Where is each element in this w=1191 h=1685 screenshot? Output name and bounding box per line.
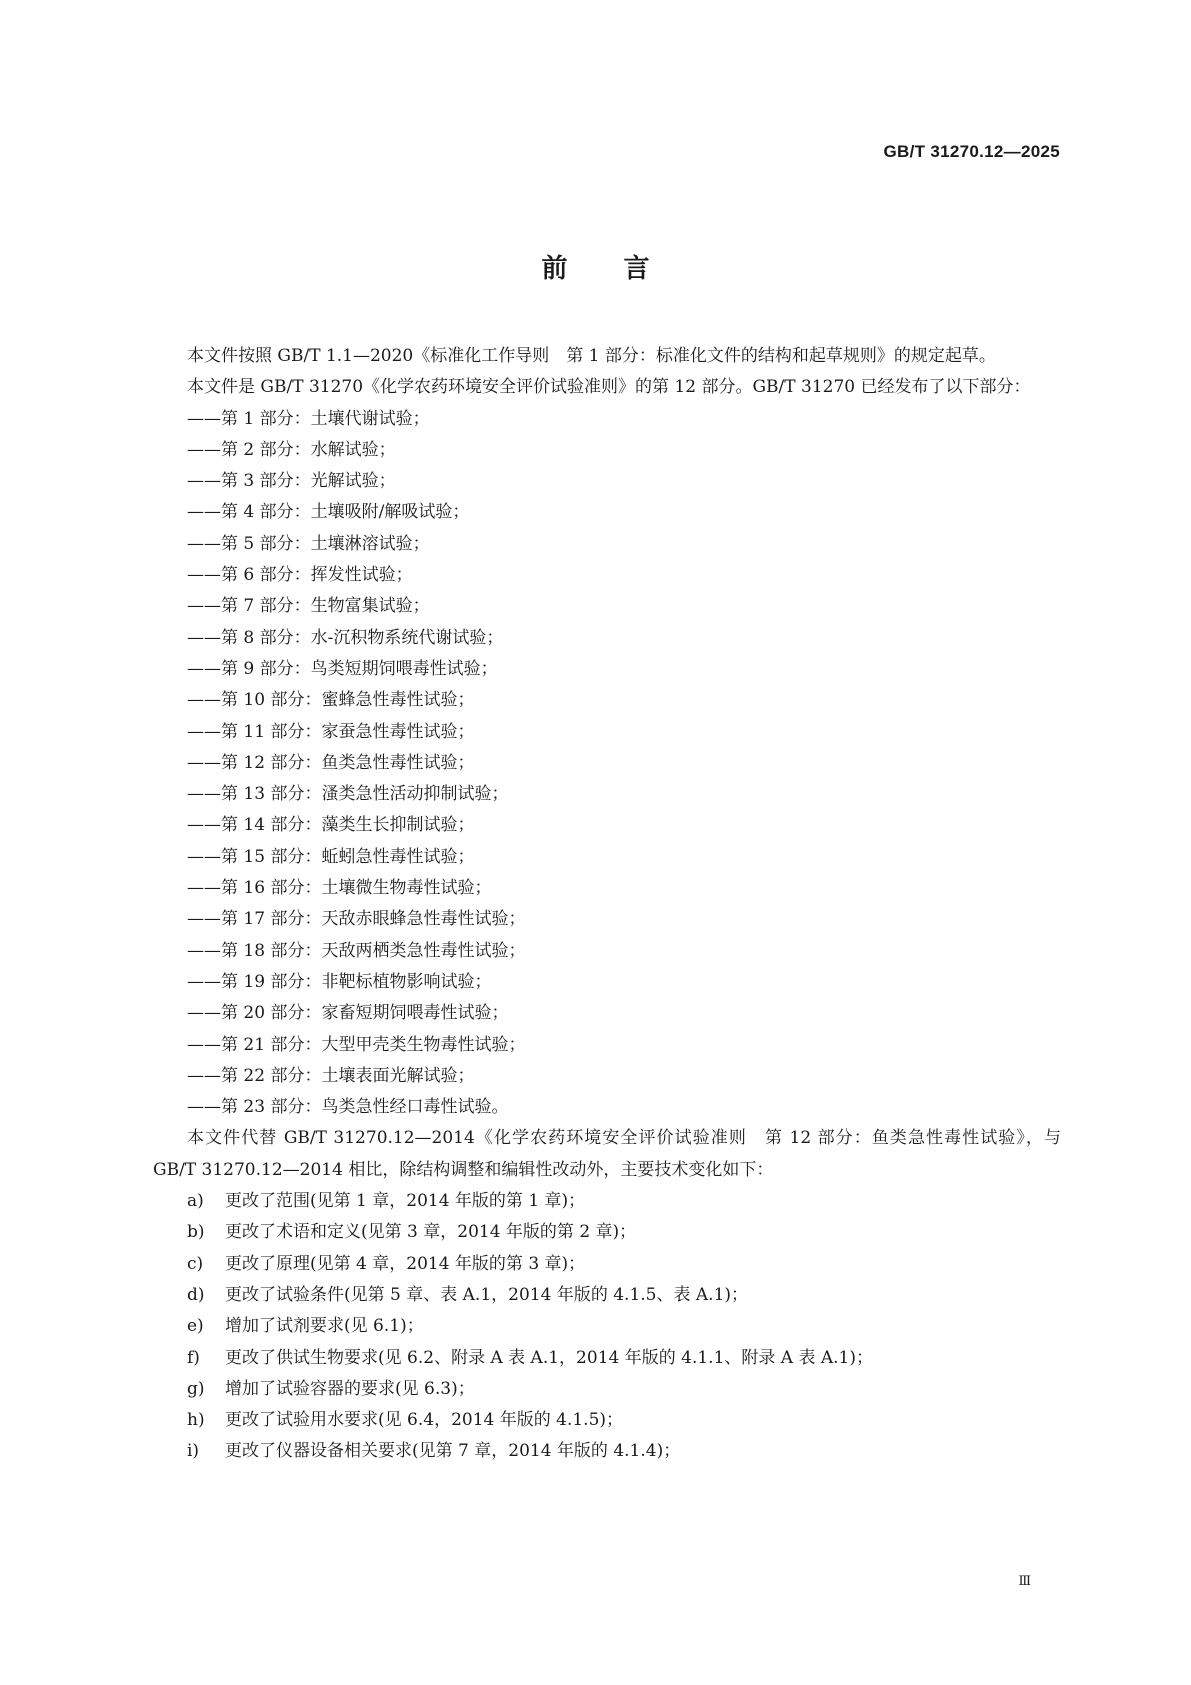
list-item: ——第 1 部分：土壤代谢试验；	[187, 408, 430, 429]
list-item	[153, 1436, 1061, 1467]
list-item: ——第 11 部分：家蚕急性毒性试验；	[187, 721, 475, 742]
list-item: ——第 21 部分：大型甲壳类生物毒性试验；	[187, 1034, 526, 1055]
list-item	[153, 1249, 1061, 1280]
list-item-text: 增加了试剂要求(见 6.1)；	[225, 1316, 424, 1337]
list-item: ——第 16 部分：土壤微生物毒性试验；	[187, 878, 492, 899]
list-marker: g)	[187, 1378, 205, 1399]
list-item-text: 更改了仪器设备相关要求(见第 7 章，2014 年版的 4.1.4)；	[225, 1441, 681, 1462]
list-item-text: 更改了试验条件(见第 5 章、表 A.1，2014 年版的 4.1.5、表 A.1)；	[225, 1284, 749, 1305]
list-item: ——第 10 部分：蜜蜂急性毒性试验；	[187, 690, 475, 711]
list-item: ——第 19 部分：非靶标植物影响试验；	[187, 971, 492, 992]
list-item: ——第 14 部分：藻类生长抑制试验；	[187, 815, 475, 836]
list-item: ——第 15 部分：蚯蚓急性毒性试验；	[187, 846, 475, 867]
list-item-text: 更改了范围(见第 1 章，2014 年版的第 1 章)；	[225, 1191, 586, 1212]
list-item: ——第 9 部分：鸟类短期饲喂毒性试验；	[187, 658, 498, 679]
document-body	[153, 341, 1061, 1468]
list-item: ——第 3 部分：光解试验；	[187, 471, 396, 492]
list-marker: d)	[187, 1284, 205, 1305]
list-item: ——第 23 部分：鸟类急性经口毒性试验。	[187, 1097, 509, 1118]
list-item: ——第 2 部分：水解试验；	[187, 439, 396, 460]
page-title: 前言	[541, 254, 706, 284]
intro-paragraph: 本文件按照 GB/T 1.1—2020《标准化工作导则 第 1 部分：标准化文件的结构和起草规则》的规定起草。	[187, 346, 996, 366]
replacement-paragraph: 本文件代替 GB/T 31270.12—2014《化学农药环境安全评价试验准则 第 12 部分：鱼类急性毒性试验》，与 GB/T 31270.12—2014 相比，除结构调整和编辑性改动外，主要技术变化如下：	[153, 1128, 1061, 1180]
list-item: ——第 5 部分：土壤淋溶试验；	[187, 533, 430, 554]
list-item: ——第 12 部分：鱼类急性毒性试验；	[187, 752, 475, 773]
list-item-text: 更改了供试生物要求(见 6.2、附录 A 表 A.1，2014 年版的 4.1.1、附录 A 表 A.1)；	[225, 1347, 873, 1368]
list-marker: e)	[187, 1316, 204, 1337]
list-item: ——第 22 部分：土壤表面光解试验；	[187, 1065, 475, 1086]
list-marker: f)	[187, 1347, 200, 1368]
list-item: ——第 4 部分：土壤吸附/解吸试验；	[187, 502, 470, 523]
list-item: ——第 17 部分：天敌赤眼蜂急性毒性试验；	[187, 909, 526, 930]
list-item-text: 更改了原理(见第 4 章，2014 年版的第 3 章)；	[225, 1253, 586, 1274]
list-item: ——第 7 部分：生物富集试验；	[187, 596, 430, 617]
list-item-text: 更改了试验用水要求(见 6.4，2014 年版的 4.1.5)；	[225, 1410, 624, 1431]
list-item: ——第 6 部分：挥发性试验；	[187, 565, 413, 586]
list-marker: a)	[187, 1191, 204, 1212]
list-item	[153, 1311, 1061, 1342]
list-item	[153, 1186, 1061, 1217]
list-item: ——第 8 部分：水-沉积物系统代谢试验；	[187, 627, 504, 648]
list-marker: i)	[187, 1441, 200, 1462]
page-number: Ⅲ	[1018, 1574, 1031, 1589]
intro-paragraph: 本文件是 GB/T 31270《化学农药环境安全评价试验准则》的第 12 部分。GB/T 31270 已经发布了以下部分：	[187, 377, 1031, 398]
list-item	[153, 1280, 1061, 1311]
published-parts-list	[153, 404, 1061, 1124]
list-item-text: 更改了术语和定义(见第 3 章，2014 年版的第 2 章)；	[225, 1222, 637, 1243]
list-item: ——第 18 部分：天敌两栖类急性毒性试验；	[187, 940, 526, 961]
list-item: ——第 20 部分：家畜短期饲喂毒性试验；	[187, 1003, 509, 1024]
list-marker: c)	[187, 1253, 204, 1274]
document-code: GB/T 31270.12—2025	[883, 142, 1060, 161]
list-item	[153, 1343, 1061, 1374]
list-item	[153, 1217, 1061, 1248]
list-item	[153, 1405, 1061, 1436]
list-marker: h)	[187, 1410, 205, 1431]
list-item: ——第 13 部分：溞类急性活动抑制试验；	[187, 784, 509, 805]
list-marker: b)	[187, 1222, 205, 1243]
list-item-text: 增加了试验容器的要求(见 6.3)；	[225, 1378, 475, 1399]
list-item	[153, 1374, 1061, 1405]
technical-changes-list	[153, 1186, 1061, 1468]
